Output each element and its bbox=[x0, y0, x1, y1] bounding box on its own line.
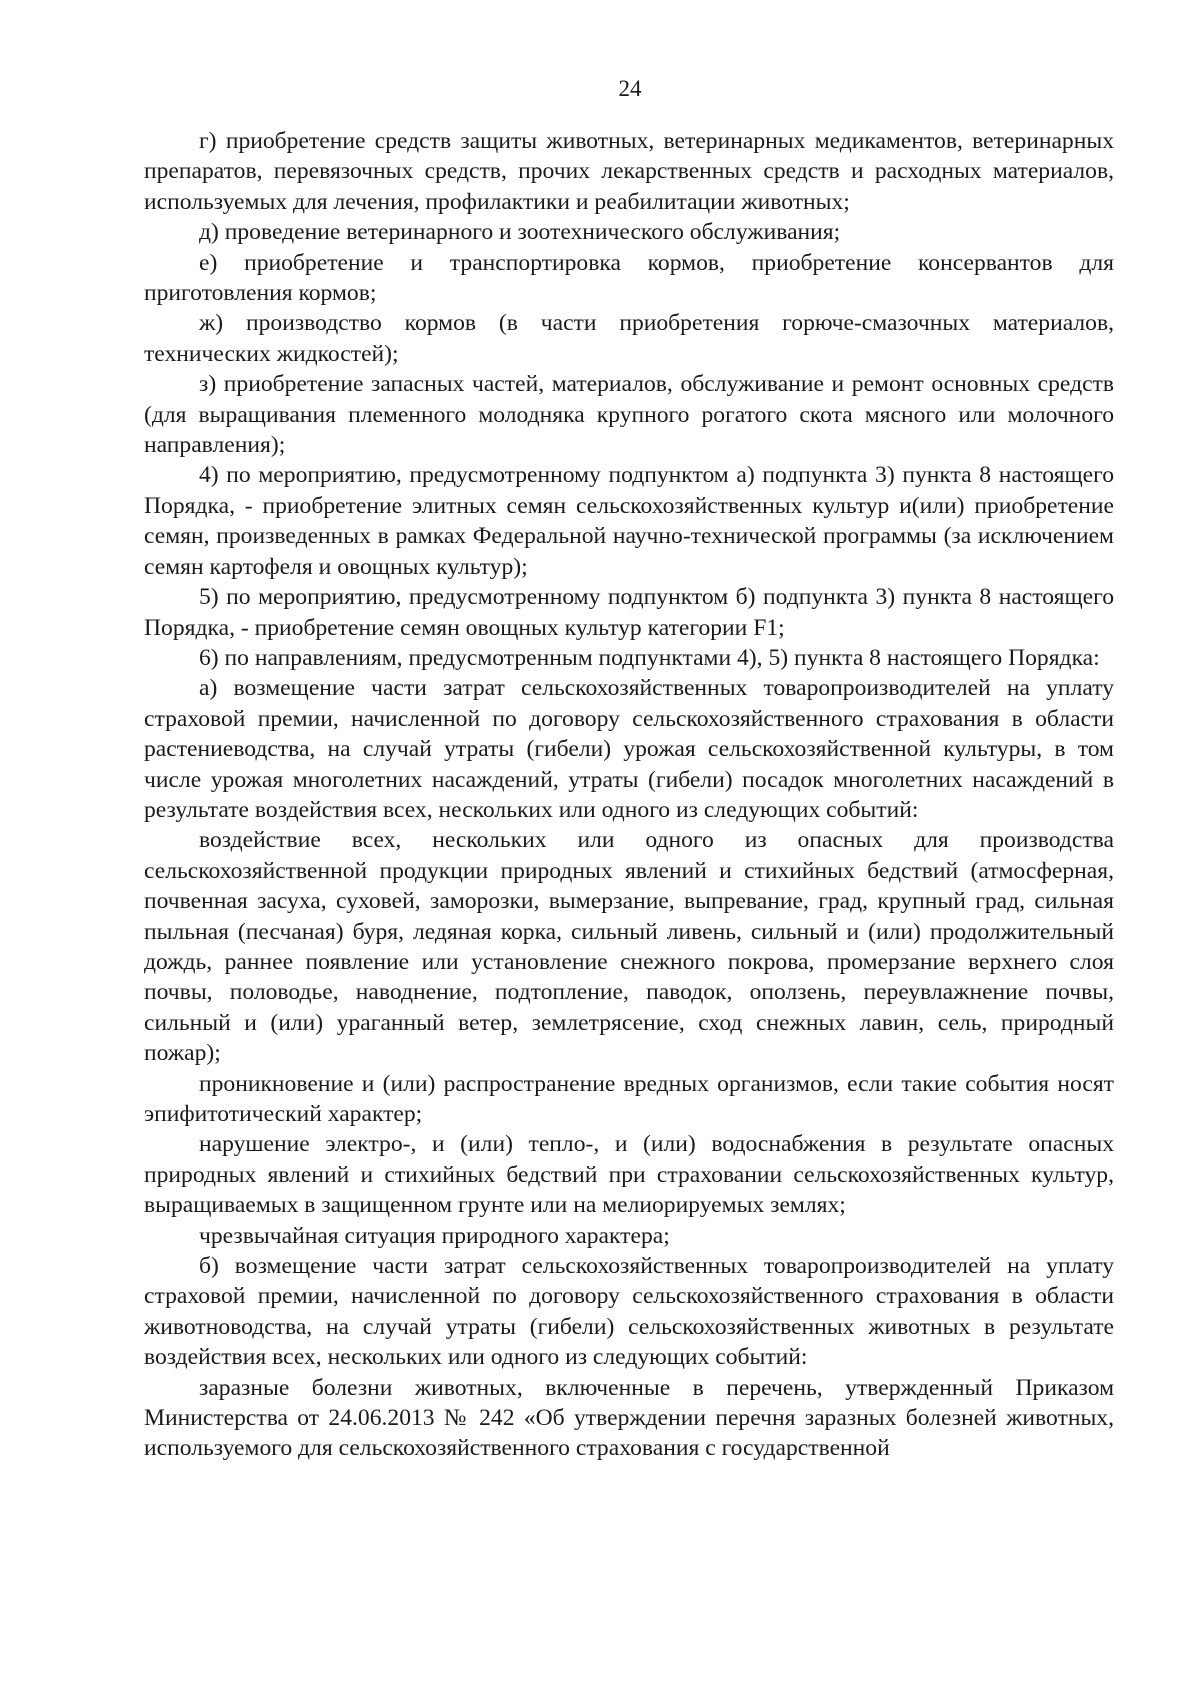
paragraph-e-feed-purchase: е) приобретение и транспортировка кормов, приобретение консервантов для приготовления кормов; bbox=[144, 249, 1114, 307]
paragraph-pests: проникновение и (или) распространение вредных организмов, если такие события носят эпифитотический характер; bbox=[144, 1070, 1114, 1127]
paragraph-d-veterinary-service: д) проведение ветеринарного и зоотехнического обслуживания; bbox=[199, 219, 841, 246]
paragraph-zh-feed-production: ж) производство кормов (в части приобретения горюче-смазочных материалов, технических жидкостей); bbox=[144, 310, 1114, 367]
paragraph-b-livestock-insurance: б) возмещение части затрат сельскохозяйственных товаропроизводителей на уплату страховой премии, начисленной по договору сельскохозяйственного страхования в области животноводства, на случай утраты (гибели) сельскохозяйственных животных в результате воздействия всех, нескольких или одного из следующих событий: bbox=[144, 1253, 1114, 1371]
paragraph-utility-disruption: нарушение электро-, и (или) тепло-, и (или) водоснабжения в результате опасных природных явлений и стихийных бедствий при страховании сельскохозяйственных культур, выращиваемых в защищенном грунте или на мелиорируемых землях; bbox=[144, 1131, 1114, 1219]
paragraph-emergency: чрезвычайная ситуация природного характера; bbox=[199, 1222, 670, 1249]
page-body bbox=[144, 126, 1114, 1464]
paragraph-z-spare-parts: з) приобретение запасных частей, материалов, обслуживание и ремонт основных средств (для выращивания племенного молодняка крупного рогатого скота мясного или молочного направления); bbox=[144, 371, 1114, 459]
paragraph-a-crop-insurance: а) возмещение части затрат сельскохозяйственных товаропроизводителей на уплату страховой премии, начисленной по договору сельскохозяйственного страхования в области растениеводства, на случай утраты (гибели) урожая сельскохозяйственной культуры, в том числе урожая многолетних насаждений, утраты (гибели) посадок многолетних насаждений в результате воздействия всех, нескольких или одного из следующих событий: bbox=[144, 675, 1114, 823]
paragraph-6-directions: 6) по направлениям, предусмотренным подпунктами 4), 5) пункта 8 настоящего Порядка: bbox=[199, 644, 1100, 671]
paragraph-4-elite-seeds: 4) по мероприятию, предусмотренному подпунктом а) подпункта 3) пункта 8 настоящего Порядка, - приобретение элитных семян сельскохозяйственных культур и(или) приобретение семян, произведенных в рамках Федеральной научно-технической программы (за исключением семян картофеля и овощных культур); bbox=[144, 462, 1114, 580]
paragraph-5-vegetable-seeds: 5) по мероприятию, предусмотренному подпунктом б) подпункта 3) пункта 8 настоящего Порядка, - приобретение семян овощных культур категории F1; bbox=[144, 584, 1114, 641]
page-number: 24 bbox=[618, 76, 642, 101]
paragraph-natural-hazards: воздействие всех, нескольких или одного из опасных для производства сельскохозяйственной продукции природных явлений и стихийных бедствий (атмосферная, почвенная засуха, суховей, заморозки, вымерзание, выпревание, град, крупный град, сильная пыльная (песчаная) буря, ледяная корка, сильный ливень, сильный и (или) продолжительный дождь, раннее появление или установление снежного покрова, промерзание верхнего слоя почвы, половодье, наводнение, подтопление, паводок, оползень, переувлажнение почвы, сильный и (или) ураганный ветер, землетрясение, сход снежных лавин, сель, природный пожар); bbox=[144, 827, 1114, 1067]
paragraph-contagious-diseases: заразные болезни животных, включенные в перечень, утвержденный Приказом Министерства от 24.06.2013 № 242 «Об утверждении перечня заразных болезней животных, используемого для сельскохозяйственного страхования с государственной bbox=[144, 1374, 1114, 1462]
paragraph-g-animal-protection: г) приобретение средств защиты животных, ветеринарных медикаментов, ветеринарных препаратов, перевязочных средств, прочих лекарственных средств и расходных материалов, используемых для лечения, профилактики и реабилитации животных; bbox=[144, 128, 1114, 215]
